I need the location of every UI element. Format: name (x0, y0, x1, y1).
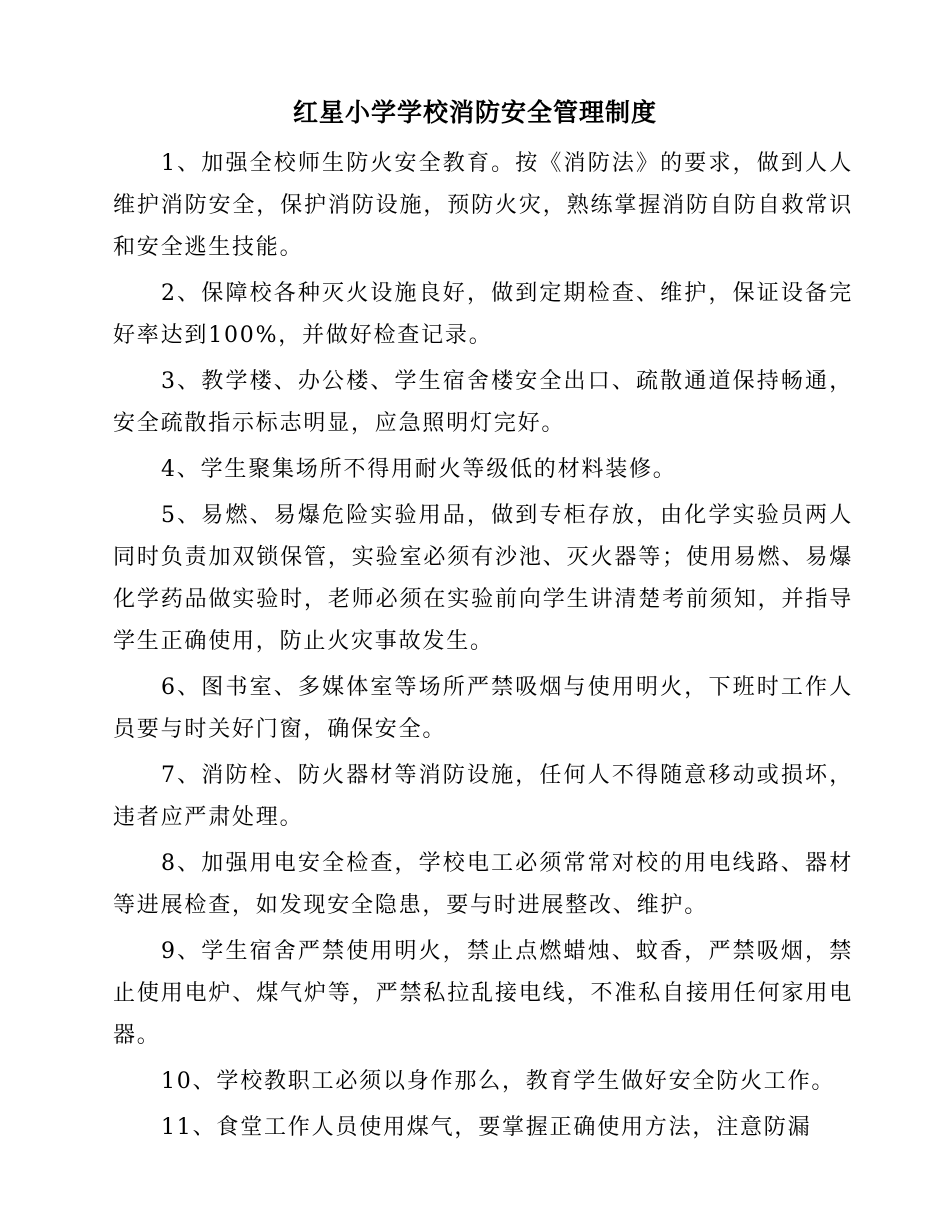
rule-paragraph-7: 7、消防栓、防火器材等消防设施，任何人不得随意移动或损坏，违者应严肃处理。 (113, 763, 853, 830)
rule-paragraph-10: 10、学校教职工必须以身作那么，教育学生做好安全防火工作。 (161, 1069, 836, 1094)
document-body (113, 143, 853, 1153)
rule-paragraph-3: 3、教学楼、办公楼、学生宿舍楼安全出口、疏散通道保持畅通，安全疏散指示标志明显，应急照明灯完好。 (113, 369, 853, 436)
document-title: 红星小学学校消防安全管理制度 (292, 98, 657, 127)
rule-paragraph-6: 6、图书室、多媒体室等场所严禁吸烟与使用明火，下班时工作人员要与时关好门窗，确保安全。 (113, 675, 853, 742)
rule-paragraph-1: 1、加强全校师生防火安全教育。按《消防法》的要求，做到人人维护消防安全，保护消防设施，预防火灾，熟练掌握消防自防自救常识和安全逃生技能。 (113, 151, 853, 260)
rule-paragraph-8: 8、加强用电安全检查，学校电工必须常常对校的用电线路、器材等进展检查，如发现安全隐患，要与时进展整改、维护。 (113, 851, 853, 918)
rule-paragraph-2: 2、保障校各种灭火设施良好，做到定期检查、维护，保证设备完好率达到100%，并做好检查记录。 (113, 281, 853, 348)
rule-paragraph-5: 5、易燃、易爆危险实验用品，做到专柜存放，由化学实验员两人同时负责加双锁保管，实验室必须有沙池、灭火器等；使用易燃、易爆化学药品做实验时，老师必须在实验前向学生讲清楚考前须知，并指导学生正确使用，防止火灾事故发生。 (113, 503, 853, 654)
rule-paragraph-4: 4、学生聚集场所不得用耐火等级低的材料装修。 (161, 457, 677, 482)
rule-paragraph-9: 9、学生宿舍严禁使用明火，禁止点燃蜡烛、蚊香，严禁吸烟，禁止使用电炉、煤气炉等，严禁私拉乱接电线，不准私自接用任何家用电器。 (113, 939, 853, 1048)
rule-paragraph-11: 11、食堂工作人员使用煤气，要掌握正确使用方法，注意防漏 (161, 1115, 812, 1140)
